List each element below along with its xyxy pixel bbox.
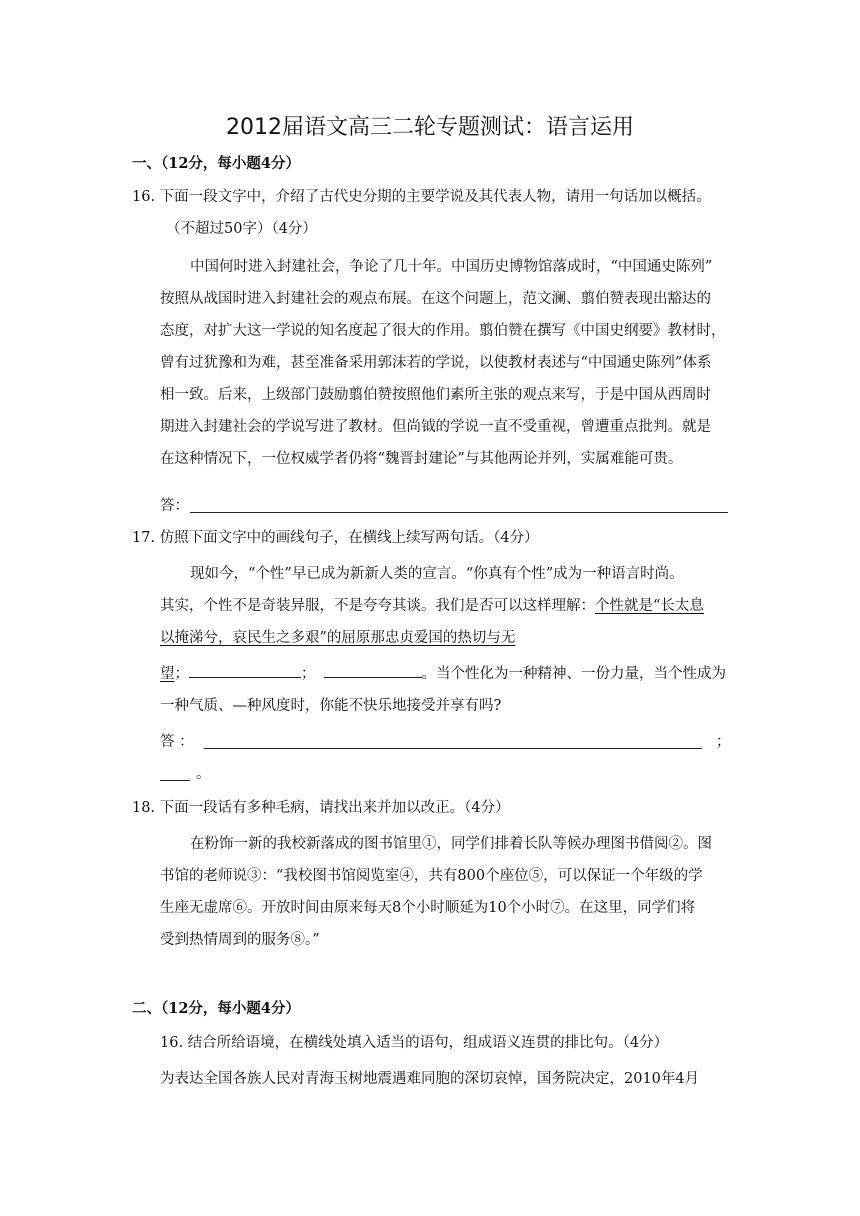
q16-answer-line[interactable] [190, 512, 728, 513]
q18-passage-line: 受到热情周到的服务⑧。” [160, 932, 320, 948]
q17-passage-line [160, 661, 726, 686]
q16-passage-line: 相一致。后来，上级部门鼓励翦伯赞按照他们素所主张的观点来写，于是中国从西周时 [160, 387, 711, 403]
q16-passage-line: 态度，对扩大这一学说的知名度起了很大的作用。翦伯赞在撰写《中国史纲要》教材时， [160, 323, 726, 339]
q17-passage-line: 现如今，“个性”早已成为新新人类的宣言。“你真有个性”成为一种语言时尚。 [190, 566, 684, 582]
q17-separator: ； [301, 666, 316, 682]
section1-heading: 一、（12分，每小题4分） [132, 155, 301, 172]
q17-underlined-sentence: 以掩涕兮，哀民生之多艰”的屈原那忠贞爱国的热切与无 [160, 630, 516, 646]
q17-blank-2[interactable] [324, 661, 422, 678]
q16-passage-line: 在这种情况下，一位权威学者仍将“魏晋封建论”与其他两论并列，实属难能可贵。 [160, 451, 683, 467]
q17-underlined-sentence: 望 [160, 666, 175, 682]
q18-passage-line: 在粉饰一新的我校新落成的图书馆里①，同学们排着长队等候办理图书借阅②。图 [190, 836, 712, 852]
s2-q16-prompt: 16. 结合所给语境，在横线处填入适当的语句，组成语义连贯的排比句。（4分） [160, 1035, 669, 1051]
page-title: 2012届语文高三二轮专题测试：语言运用 [226, 115, 634, 140]
q17-passage-line: 一种气质、—种风度时，你能不快乐地接受并享有吗? [160, 698, 502, 714]
q17-answer-separator: ； [716, 734, 731, 750]
q17-underlined-sentence: 个性就是“长太息 [595, 598, 704, 614]
q16-prompt-line1: 16. 下面一段文字中，介绍了古代史分期的主要学说及其代表人物，请用一句话加以概括。 [132, 189, 711, 205]
q17-blank-1[interactable] [189, 661, 301, 678]
q18-passage-line: 生座无虚席⑥。开放时间由原来每天8个小时顺延为10个小时⑦。在这里，同学们将 [160, 900, 696, 916]
q16-passage-line: 按照从战国时进入封建社会的观点布展。在这个问题上，范文澜、翦伯赞表现出豁达的 [160, 291, 711, 307]
q16-prompt-line2: （不超过50字）（4分） [166, 221, 317, 237]
q17-answer-line-2[interactable] [160, 780, 190, 781]
q18-prompt: 18. 下面一段话有多种毛病，请找出来并加以改正。（4分） [132, 800, 510, 816]
q17-passage-text: 。当个性化为一种精神、一份力量，当个性成为 [421, 666, 726, 682]
q16-passage-line: 中国何时进入封建社会，争论了几十年。中国历史博物馆落成时，“中国通史陈列” [190, 259, 713, 275]
s2-q16-passage-line: 为表达全国各族人民对青海玉树地震遇难同胞的深切哀悼，国务院决定，2010年4月 [160, 1071, 700, 1087]
q16-passage-line: 曾有过犹豫和为难，甚至准备采用郭沫若的学说，以使教材表述与“中国通史陈列”体系 [160, 355, 712, 371]
section2-heading: 二、（12分，每小题4分） [132, 1000, 301, 1017]
q18-passage-line: 书馆的老师说③：“我校图书馆阅览室④，共有800个座位⑤，可以保证一个年级的学 [160, 868, 703, 884]
q17-passage-line [160, 594, 704, 618]
q16-passage-line: 期进入封建社会的学说写进了教材。但尚钺的学说一直不受重视，曾遭重点批判。就是 [160, 419, 711, 435]
q17-answer-line[interactable] [204, 748, 702, 749]
q17-prompt: 17. 仿照下面文字中的画线句子，在横线上续写两句话。（4分） [132, 530, 539, 546]
q16-answer-label: 答： [160, 498, 189, 514]
q17-answer-end: 。 [196, 766, 211, 782]
q17-passage-text: 其实，个性不是奇装异服，不是夸夸其谈。我们是否可以这样理解： [160, 598, 595, 614]
q17-separator: ； [174, 666, 189, 682]
q17-answer-label: 答 ： [160, 734, 194, 750]
